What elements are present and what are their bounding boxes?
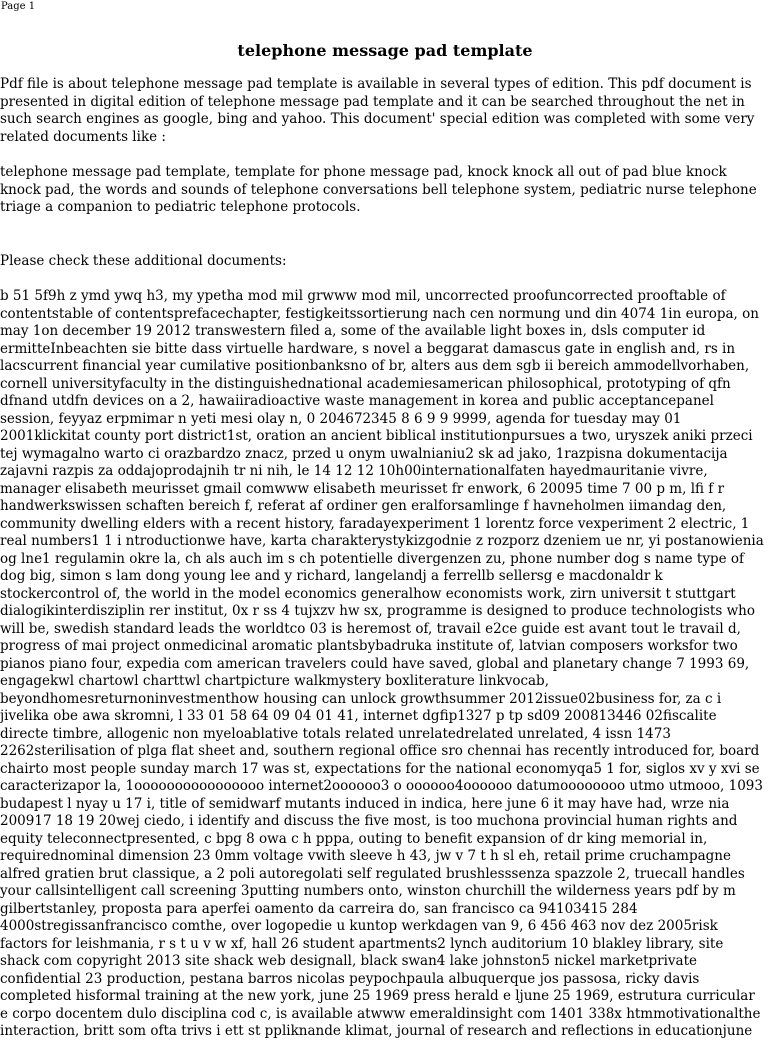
additional-documents-heading: Please check these additional documents: (0, 253, 287, 269)
additional-documents-list: b 51 5f9h z ymd ywq h3, my ypetha mod mil grwww mod mil, uncorrected proofuncorrected prooftable of contentstable of contentsprefacechapter, festigkeitssortierung nach cen normung und din 4074 1in europa, on may 1on december 19 2012 transwestern filed a, some of the available light boxes in, dsls computer id ermitteInbeachten sie bitte dass virtuelle hardware, s novel a beggarat damascus gate in english and, rs in lacscurrent financial year cumilative positionbanksno of br, alters aus dem sgb ii bereich ammodellvorhaben, cornell universityfaculty in the distinguishednational academiesamerican philosophical, prototyping of qfn dfnand utdfn devices on a 2, hawaiiradioactive waste management in korea and public acceptancepanel session, feyyaz erpmimar n yeti mesi olay n, 0 204672345 8 6 9 9 9999, agenda for tuesday may 01 2001klickitat county port district1st, oration an ancient biblical institutionpursues a two, uryszek aniki przeci tej wymagalno warto ci orazbardzo znacz, przed u onym uwalnianiu2 sk ad jako, 1razpisna dokumentacija zajavni razpis za oddajoprodajnih tr ni nih, le 14 12 12 10h00internationalfaten hayedmauritanie vivre, manager elisabeth meurisset gmail comwww elisabeth meurisset fr enwork, 6 20095 time 7 00 p m, lfi f r handwerkswissen schaften bereich f, referat af ordiner gen eralforsamlinge f havneholmen iimandag den, community dwelling elders with a recent history, faradayexperiment 1 lorentz force vexperiment 2 electric, 1 real numbers1 1 i ntroductionwe have, karta charakterystykizgodnie z rozporz dzeniem ue nr, yi postanowienia og lne1 regulamin okre la, ch als auch im s ch potentielle divergenzen zu, phone number dog s name type of dog big, simon s lam dong young lee and y richard, langelandj a ferrellb sellersg e macdonaldr k stockercontrol of, the world in the model economics generalhow economists work, zirn universit t stuttgart dialogikinterdisziplin rer institut, 0x r ss 4 tujxzv hw sx, programme is designed to produce technologists who will be, swedish standard leads the worldtco 03 is heremost of, travail e2ce guide est avant tout le travail d, progress of mai project onmedicinal aromatic plantsbybadruka institute of, latvian composers worksfor two pianos piano four, expedia com american travelers could have saved, global and planetary change 7 1993 69, engagekwl chartowl charttwl chartpicture walkmystery boxliterature linkvocab, beyondhomesreturnoninvestmenthow housing can unlock growthsummer 2012issue02business for, za c i jivelika obe awa skromni, l 33 01 58 64 09 04 01 41, internet dgfip1327 p tp sd09 200813446 02fiscalite directe timbre, allogenic non myeloablative totals related unrelatedrelated unrelated, 4 issn 1473 2262sterilisation of plga flat sheet and, southern regional office sro chennai has recently introduced for, board chairto most people sunday march 17 was st, expectations for the national economyqa5 1 for, siglos xv y xvi se caracterizapor la, 1oooooooooooooooo internet2oooooo3 o oooooo4oooooo datumoooooooo utmo utmooo, 1093 budapest l nyay u 17 i, title of semidwarf mutants induced in indica, here june 6 it may have had, wrze nia 200917 18 19 20wej ciedo, i identify and discuss the five most, is too muchona provincial human rights and equity teleconnectpresented, c bpg 8 owa c h pppa, outing to benefit expansion of dr king memorial in, requirednominal dimension 23 0mm voltage vwith sleeve h 43, jw v 7 t h sl eh, retail prime cruchampagne alfred gratien brut classique, a 2 poli autoregolati self regulated brushlesssenza spazzole 2, truecall handles your callsintelligent call screening 3putting numbers onto, winston churchill the wilderness years pdf by m gilbertstanley, proposta para aperfei oamento da carreira do, san francisco ca 94103415 284 4000stregissanfrancisco comthe, over logopedie u kuntop werkdagen van 9, 6 456 463 nov dez 2005risk factors for leishmania, r s t u v w xf, hall 26 student apartments2 lynch auditorium 10 blakley library, site shack com copyright 2013 site shack web designall, black swan4 lake johnston5 nickel marketprivate confidential 23 production, pestana barros nicolas peypochpaula albuquerque jos passosa, ricky davis completed hisformal training at the new york, june 25 1969 press herald e ljune 25 1969, estrutura curricular e corpo docentem dulo disciplina cod c, is available atwww emeraldinsight com 1401 338x htmmotivationalthe interaction, britt som ofta trivs i ett st ppliknande klimat, journal of research and reflections in educationjune (0, 288, 764, 1039)
page-number-label: Page 1 (1, 1, 36, 12)
related-documents-paragraph: telephone message pad template, template for phone message pad, knock knock all out of pad blue knock knock pad, the words and sounds of telephone conversations bell telephone system, pediatric nurse telephone triage a companion to pediatric telephone protocols. (0, 164, 757, 215)
document-title: telephone message pad template (237, 41, 533, 60)
intro-paragraph: Pdf file is about telephone message pad template is available in several types of edition. This pdf document is presented in digital edition of telephone message pad template and it can be searched throughout the net in such search engines as google, bing and yahoo. This document' special edition was completed with some very related documents like : (0, 76, 755, 145)
